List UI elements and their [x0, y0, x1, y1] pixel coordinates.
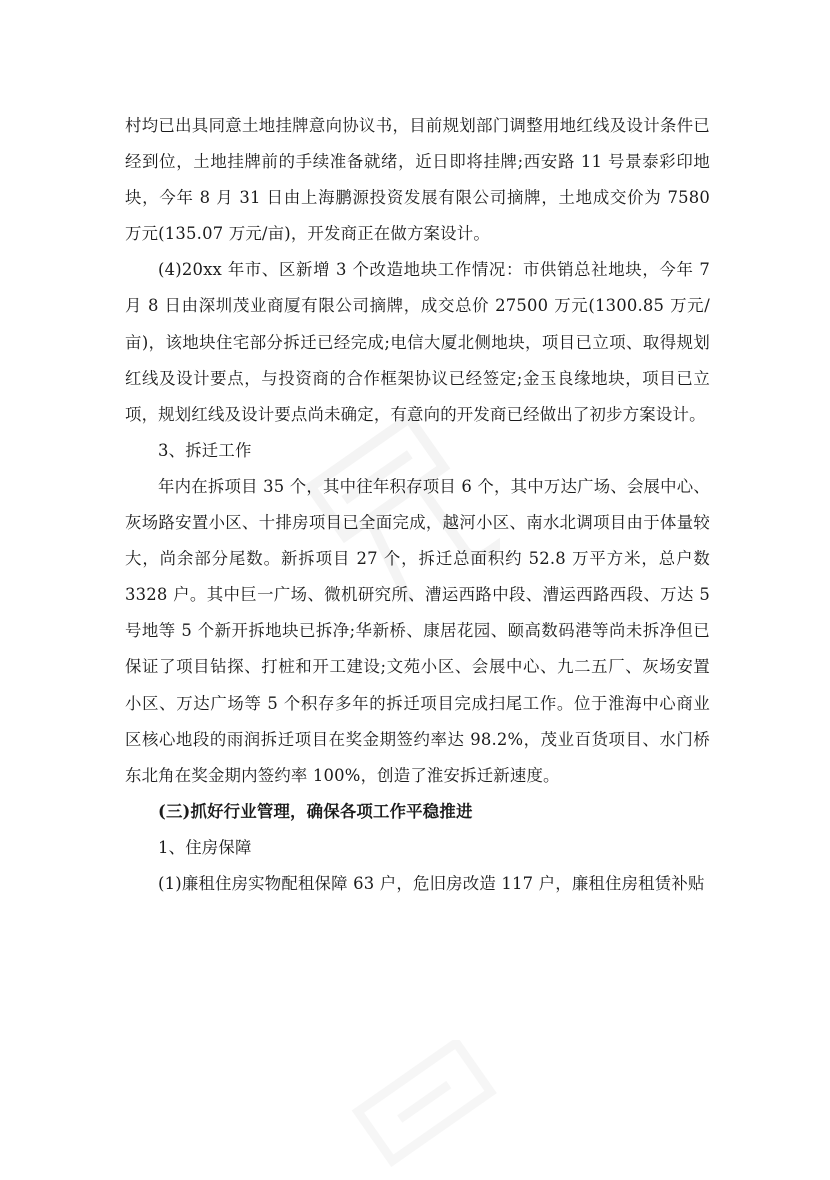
watermark-logo-lower: [340, 1040, 520, 1180]
document-body: [125, 108, 710, 902]
paragraph-demolition-projects: 年内在拆项目 35 个，其中往年积存项目 6 个，其中万达广场、会展中心、灰场路安置小区、十排房项目已全面完成，越河小区、南水北调项目由于体量较大，尚余部分尾数。新拆项目 27 个，拆迁总面积约 52.8 万平方米，总户数 3328 户。其中巨一广场、微机研究所、漕运西路中段、漕运西路西段、万达 5 号地等 5 个新开拆地块已拆净;华新桥、康居花园、颐高数码港等尚未拆净但已保证了项目钻探、打桩和开工建设;文苑小区、会展中心、九二五厂、灰场安置小区、万达广场等 5 个积存多年的拆迁项目完成扫尾工作。位于淮海中心商业区核心地段的雨润拆迁项目在奖金期签约率达 98.2%，茂业百货项目、水门桥东北角在奖金期内签约率 100%，创造了淮安拆迁新速度。: [125, 476, 710, 785]
section-heading-industry-management: (三)抓好行业管理，确保各项工作平稳推进: [158, 801, 473, 821]
paragraph-new-plots: (4)20xx 年市、区新增 3 个改造地块工作情况：市供销总社地块，今年 7 月 8 日由深圳茂业商厦有限公司摘牌，成交总价 27500 万元(1300.85 万元/亩)，该地块住宅部分拆迁已经完成;电信大厦北侧地块，项目已立项、取得规划红线及设计要点，与投资商的合作框架协议已经签定;金玉良缘地块，项目已立项，规划红线及设计要点尚未确定，有意向的开发商已经做出了初步方案设计。: [125, 260, 710, 424]
paragraph-low-rent-housing: (1)廉租住房实物配租保障 63 户，危旧房改造 117 户，廉租住房租赁补贴: [158, 873, 705, 893]
section-heading-demolition: 3、拆迁工作: [158, 440, 252, 460]
paragraph-continuation: 村均已出具同意土地挂牌意向协议书，目前规划部门调整用地红线及设计条件已经到位，土地挂牌前的手续准备就绪，近日即将挂牌;西安路 11 号景泰彩印地块，今年 8 月 31 日由上海鹏源投资发展有限公司摘牌，土地成交价为 7580 万元(135.07 万元/亩)，开发商正在做方案设计。: [125, 116, 710, 244]
section-heading-housing-security: 1、住房保障: [158, 837, 252, 857]
